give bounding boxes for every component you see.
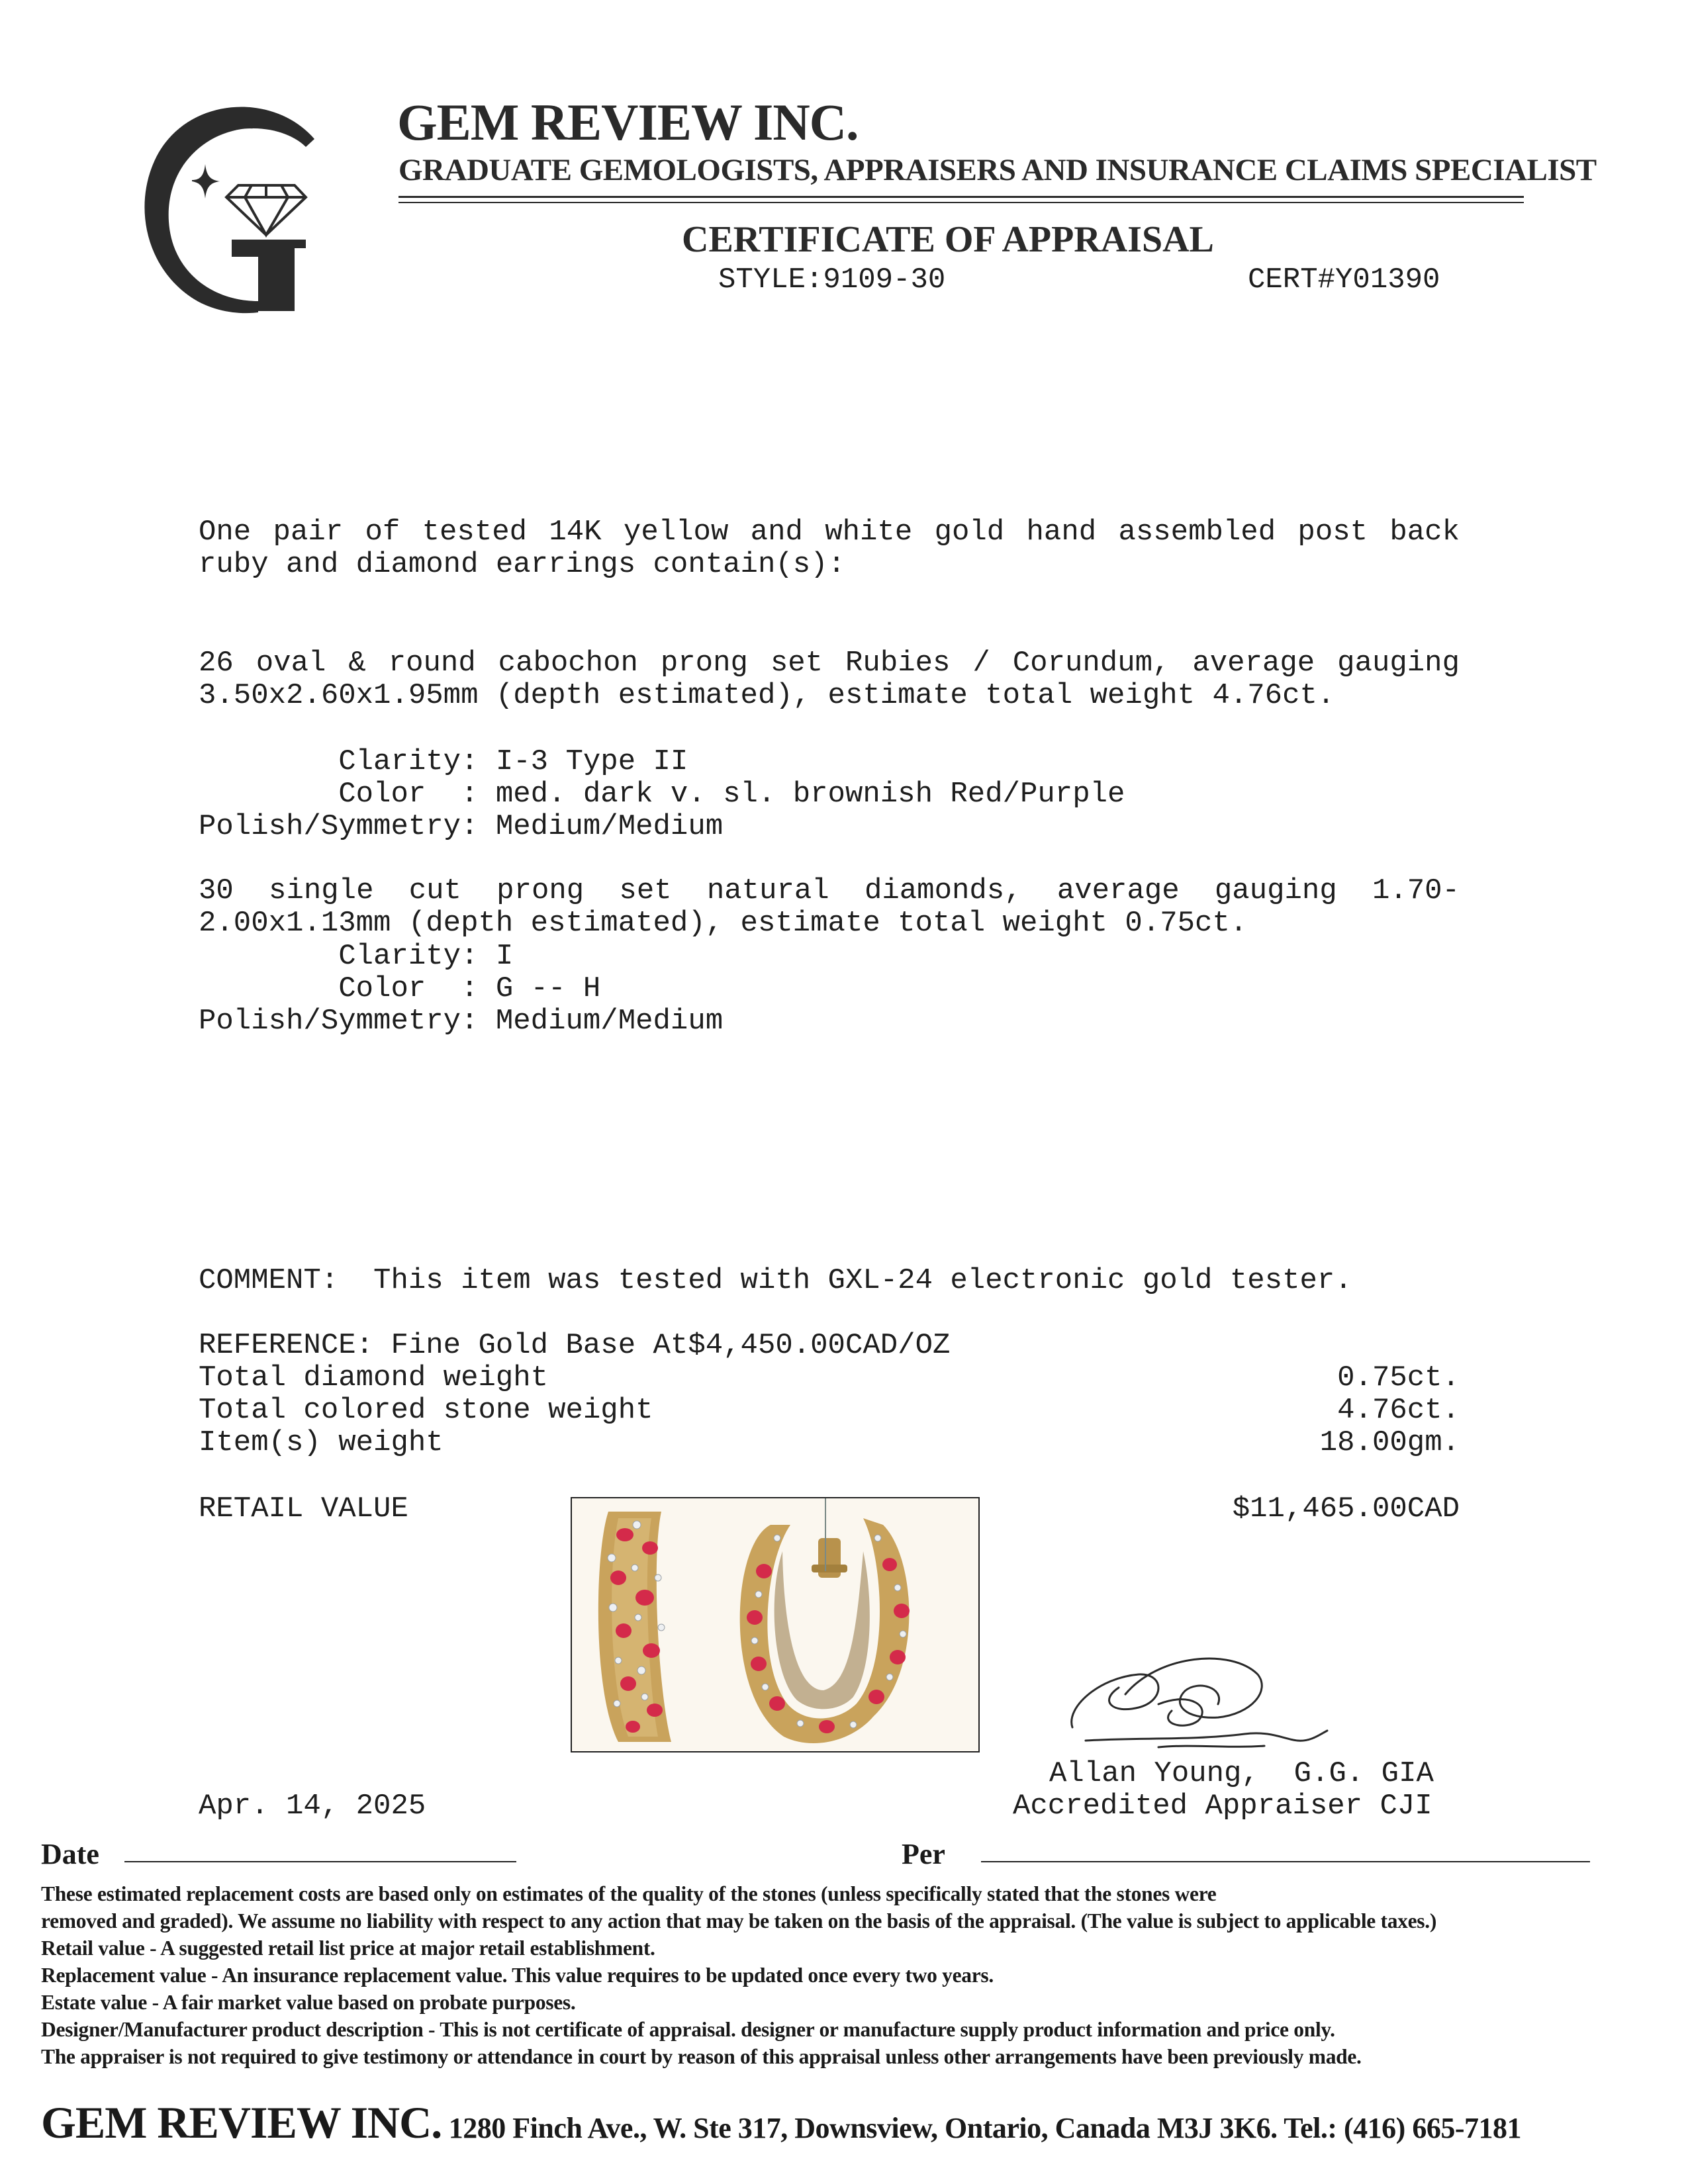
- appraiser-signature: [1059, 1641, 1357, 1767]
- footer-company-info: [41, 2097, 1521, 2149]
- certificate-title: CERTIFICATE OF APPRAISAL: [682, 219, 1214, 260]
- earrings-photo: [571, 1497, 980, 1752]
- disclaimer-line: These estimated replacement costs are based only on estimates of the quality of the stones (unless specifically stated that the stones were: [41, 1882, 1217, 1905]
- ruby-clarity: Clarity: I-3 Type II: [199, 745, 688, 778]
- retail-value-amount: $11,465.00CAD: [1232, 1492, 1460, 1525]
- gold-reference: REFERENCE: Fine Gold Base At$4,450.00CAD/OZ: [199, 1329, 951, 1362]
- disclaimer-line: Estate value - A fair market value based on probate purposes.: [41, 1991, 576, 2014]
- total-value: 18.00gm.: [1319, 1426, 1460, 1459]
- retail-value-label: RETAIL VALUE: [199, 1492, 408, 1525]
- footer-company-name: GEM REVIEW INC.: [41, 2097, 442, 2148]
- per-signature-line: [981, 1861, 1590, 1862]
- total-value: 4.76ct.: [1337, 1394, 1460, 1427]
- total-diamond-weight-row: [199, 1361, 1460, 1394]
- diamond-color: Color : G -- H: [199, 972, 601, 1005]
- total-label: Item(s) weight: [199, 1426, 444, 1459]
- certificate-number: CERT#Y01390: [1248, 263, 1440, 296]
- diamond-polish-symmetry: Polish/Symmetry: Medium/Medium: [199, 1005, 724, 1038]
- disclaimer-line: Replacement value - An insurance replacement value. This value requires to be updated once every two years.: [41, 1964, 994, 1987]
- total-value: 0.75ct.: [1337, 1361, 1460, 1394]
- disclaimer-line: removed and graded). We assume no liability with respect to any action that may be taken on the basis of the appraisal. (The value is subject to applicable taxes.): [41, 1909, 1437, 1933]
- diamond-clarity: Clarity: I: [199, 940, 514, 973]
- ruby-color: Color : med. dark v. sl. brownish Red/Purple: [199, 778, 1125, 811]
- total-label: Total colored stone weight: [199, 1394, 653, 1427]
- appraiser-name: Allan Young, G.G. GIA: [1049, 1757, 1434, 1790]
- item-description: One pair of tested 14K yellow and white gold hand assembled post back ruby and diamond earrings contain(s):: [199, 516, 1460, 581]
- footer-address: 1280 Finch Ave., W. Ste 317, Downsview, Ontario, Canada M3J 3K6. Tel.: (416) 665-7181: [442, 2112, 1521, 2144]
- total-label: Total diamond weight: [199, 1361, 549, 1394]
- disclaimer-line: Retail value - A suggested retail list price at major retail establishment.: [41, 1936, 655, 1960]
- total-colored-stone-weight-row: [199, 1394, 1460, 1427]
- diamond-description: 30 single cut prong set natural diamonds, average gauging 1.70-2.00x1.13mm (depth estimated), estimate total weight 0.75ct.: [199, 874, 1460, 940]
- company-tagline: GRADUATE GEMOLOGISTS, APPRAISERS AND INSURANCE CLAIMS SPECIALIST: [399, 153, 1597, 187]
- comment: COMMENT: This item was tested with GXL-24 electronic gold tester.: [199, 1264, 1352, 1297]
- appraisal-date: Apr. 14, 2025: [199, 1790, 426, 1823]
- item-weight-row: [199, 1426, 1460, 1459]
- per-label: Per: [902, 1838, 945, 1870]
- ruby-description: 26 oval & round cabochon prong set Rubies / Corundum, average gauging 3.50x2.60x1.95mm (depth estimated), estimate total weight 4.76ct.: [199, 647, 1460, 712]
- gem-review-logo: [132, 99, 351, 318]
- header-rule: [399, 202, 1524, 203]
- company-name: GEM REVIEW INC.: [397, 93, 859, 151]
- disclaimer-line: The appraiser is not required to give testimony or attendance in court by reason of this appraisal unless other arrangements have been previously made.: [41, 2045, 1362, 2068]
- disclaimer-line: Designer/Manufacturer product description - This is not certificate of appraisal. designer or manufacture supply product information and price only.: [41, 2018, 1335, 2041]
- style-number: STYLE:9109-30: [718, 263, 946, 296]
- appraiser-title: Accredited Appraiser CJI: [1013, 1790, 1432, 1823]
- date-label: Date: [41, 1838, 99, 1870]
- ruby-polish-symmetry: Polish/Symmetry: Medium/Medium: [199, 810, 724, 843]
- date-signature-line: [124, 1861, 516, 1862]
- header-rule: [399, 196, 1524, 198]
